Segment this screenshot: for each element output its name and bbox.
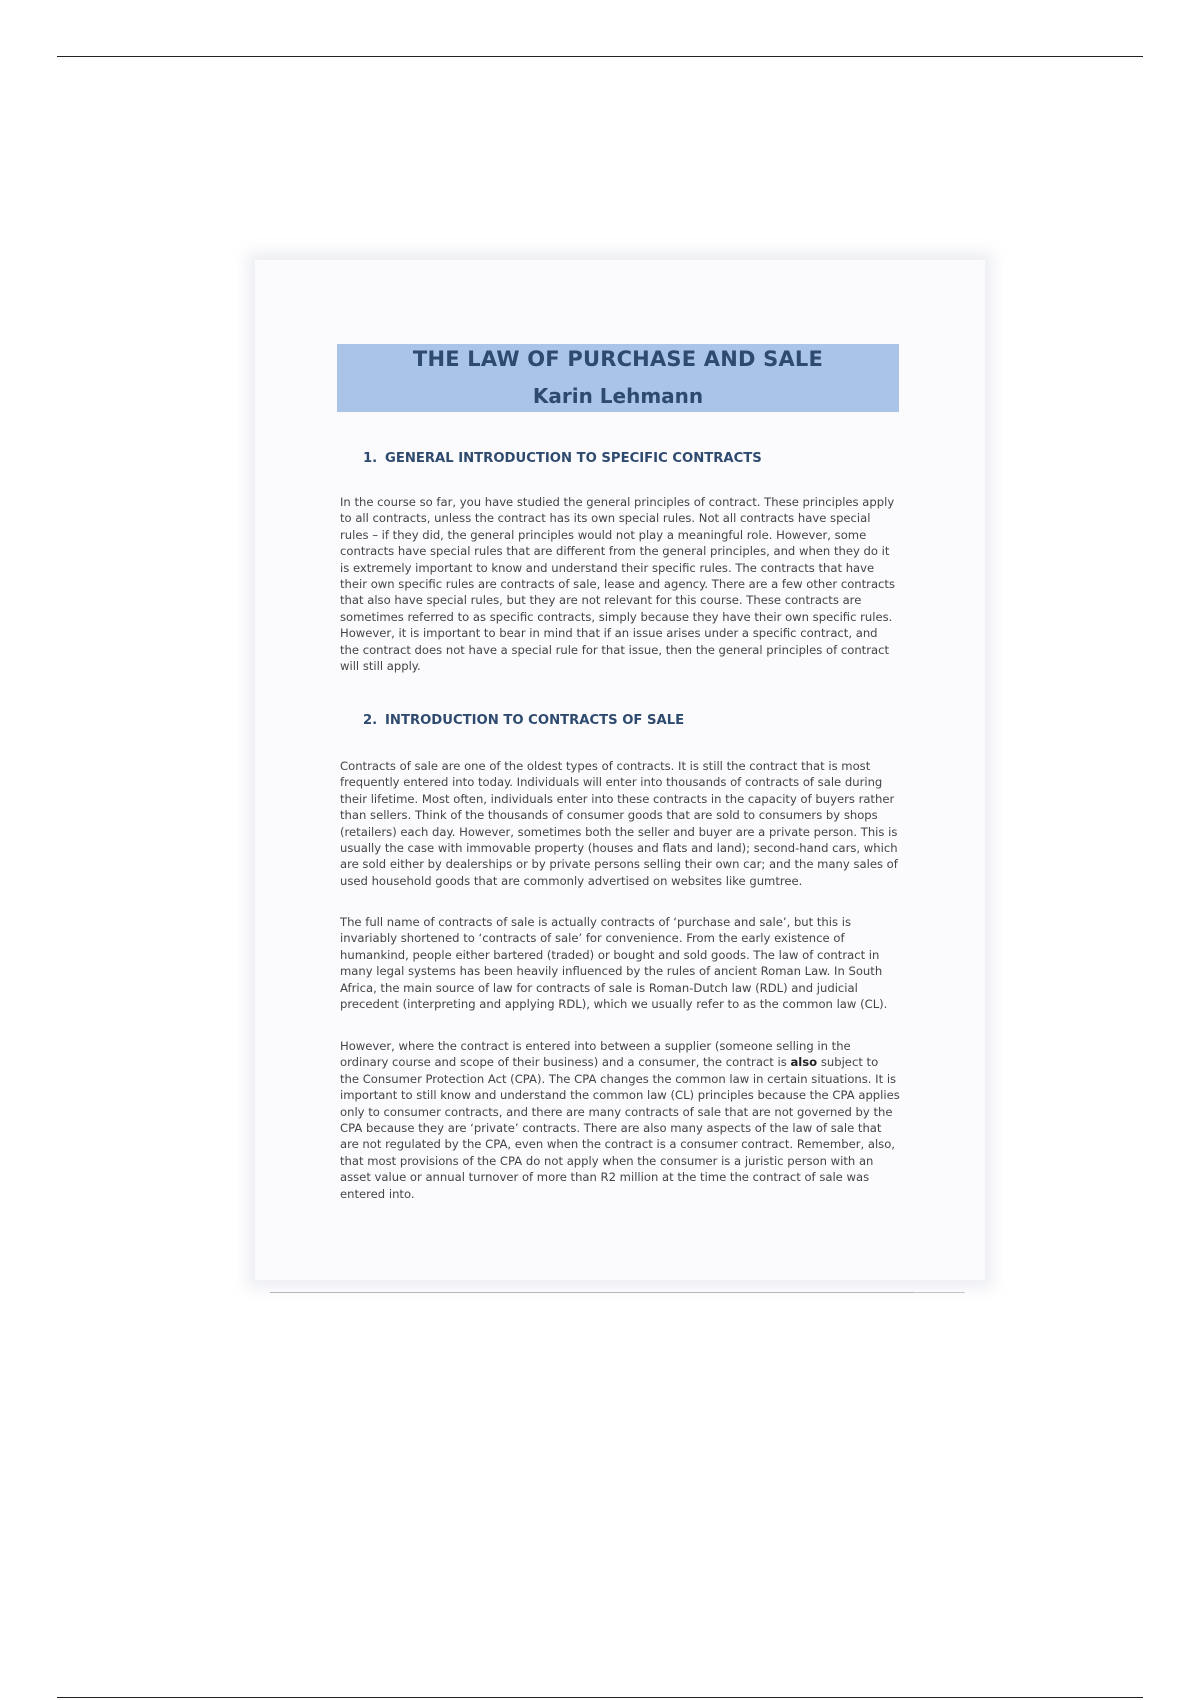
paragraph-oldest-contracts: Contracts of sale are one of the oldest types of contracts. It is still the contract that is most frequently entered into today. Individuals will enter into thousands of contracts of sale during their lifetime. Most often, individuals enter into these contracts in the capacity of buyers rather than sellers. Think of the thousands of consumer goods that are sold to consumers by shops (retailers) each day. However, sometimes both the seller and buyer are a private person. This is usually the case with immovable property (houses and flats and land); second-hand cars, which are sold either by dealerships or by private persons selling their own car; and the many sales of used household goods that are commonly advertised on websites like gumtree. [340,759,898,888]
paragraph-general-introduction: In the course so far, you have studied the general principles of contract. These principles apply to all contracts, unless the contract has its own special rules. Not all contracts have special rules – if they did, the general principles would not play a meaningful role. However, some contracts have special rules that are different from the general principles, and when they do it is extremely important to know and understand their specific rules. The contracts that have their own specific rules are contracts of sale, lease and agency. There are a few other contracts that also have special rules, but they are not relevant for this course. These contracts are sometimes referred to as specific contracts, simply because they have their own specific rules. However, it is important to bear in mind that if an issue arises under a specific contract, and the contract does not have a special rule for that issue, then the general principles of contract will still apply. [340,495,896,674]
page-bottom-edge [270,1292,965,1293]
section-heading-general-introduction [363,450,762,468]
cpa-text-after: subject to the Consumer Protection Act (CPA). The CPA changes the common law in certain situations. It is important to still know and understand the common law (CL) principles because the CPA applies only to consumer contracts, and there are many contracts of sale that are not governed by the CPA because they are ‘private’ contracts. There are also many aspects of the law of sale that are not regulated by the CPA, even when the contract is a consumer contract. Remember, also, that most provisions of the CPA do not apply when the consumer is a juristic person with an asset value or annual turnover of more than R2 million at the time the contract of sale was entered into. [340,1055,900,1201]
emphasis-also: also [790,1055,818,1070]
paragraph-consumer-protection-act [340,1038,900,1202]
title-banner [337,344,899,412]
section-number: 1. [363,451,378,466]
cpa-text-before: However, where the contract is entered into between a supplier (someone selling in the ordinary course and scope of their business) and a consumer, the contract is [340,1039,851,1070]
bottom-divider-line [57,1697,1143,1698]
section-title: INTRODUCTION TO CONTRACTS OF SALE [385,713,685,728]
top-divider-line [57,56,1143,57]
paragraph-full-name-of-sale: The full name of contracts of sale is actually contracts of ‘purchase and sale’, but this is invariably shortened to ‘contracts of sale’ for convenience. From the early existence of humankind, people either bartered (traded) or bought and sold goods. The law of contract in many legal systems has been heavily influenced by the rules of ancient Roman Law. In South Africa, the main source of law for contracts of sale is Roman-Dutch law (RDL) and judicial precedent (interpreting and applying RDL), which we usually refer to as the common law (CL). [340,915,888,1012]
document-title: THE LAW OF PURCHASE AND SALE [412,347,824,371]
document-author: Karin Lehmann [532,384,704,408]
section-number: 2. [363,713,378,728]
page-bottom-edge-tail [915,1292,965,1293]
section-title: GENERAL INTRODUCTION TO SPECIFIC CONTRACTS [385,451,762,466]
section-heading-contracts-of-sale [363,712,684,730]
